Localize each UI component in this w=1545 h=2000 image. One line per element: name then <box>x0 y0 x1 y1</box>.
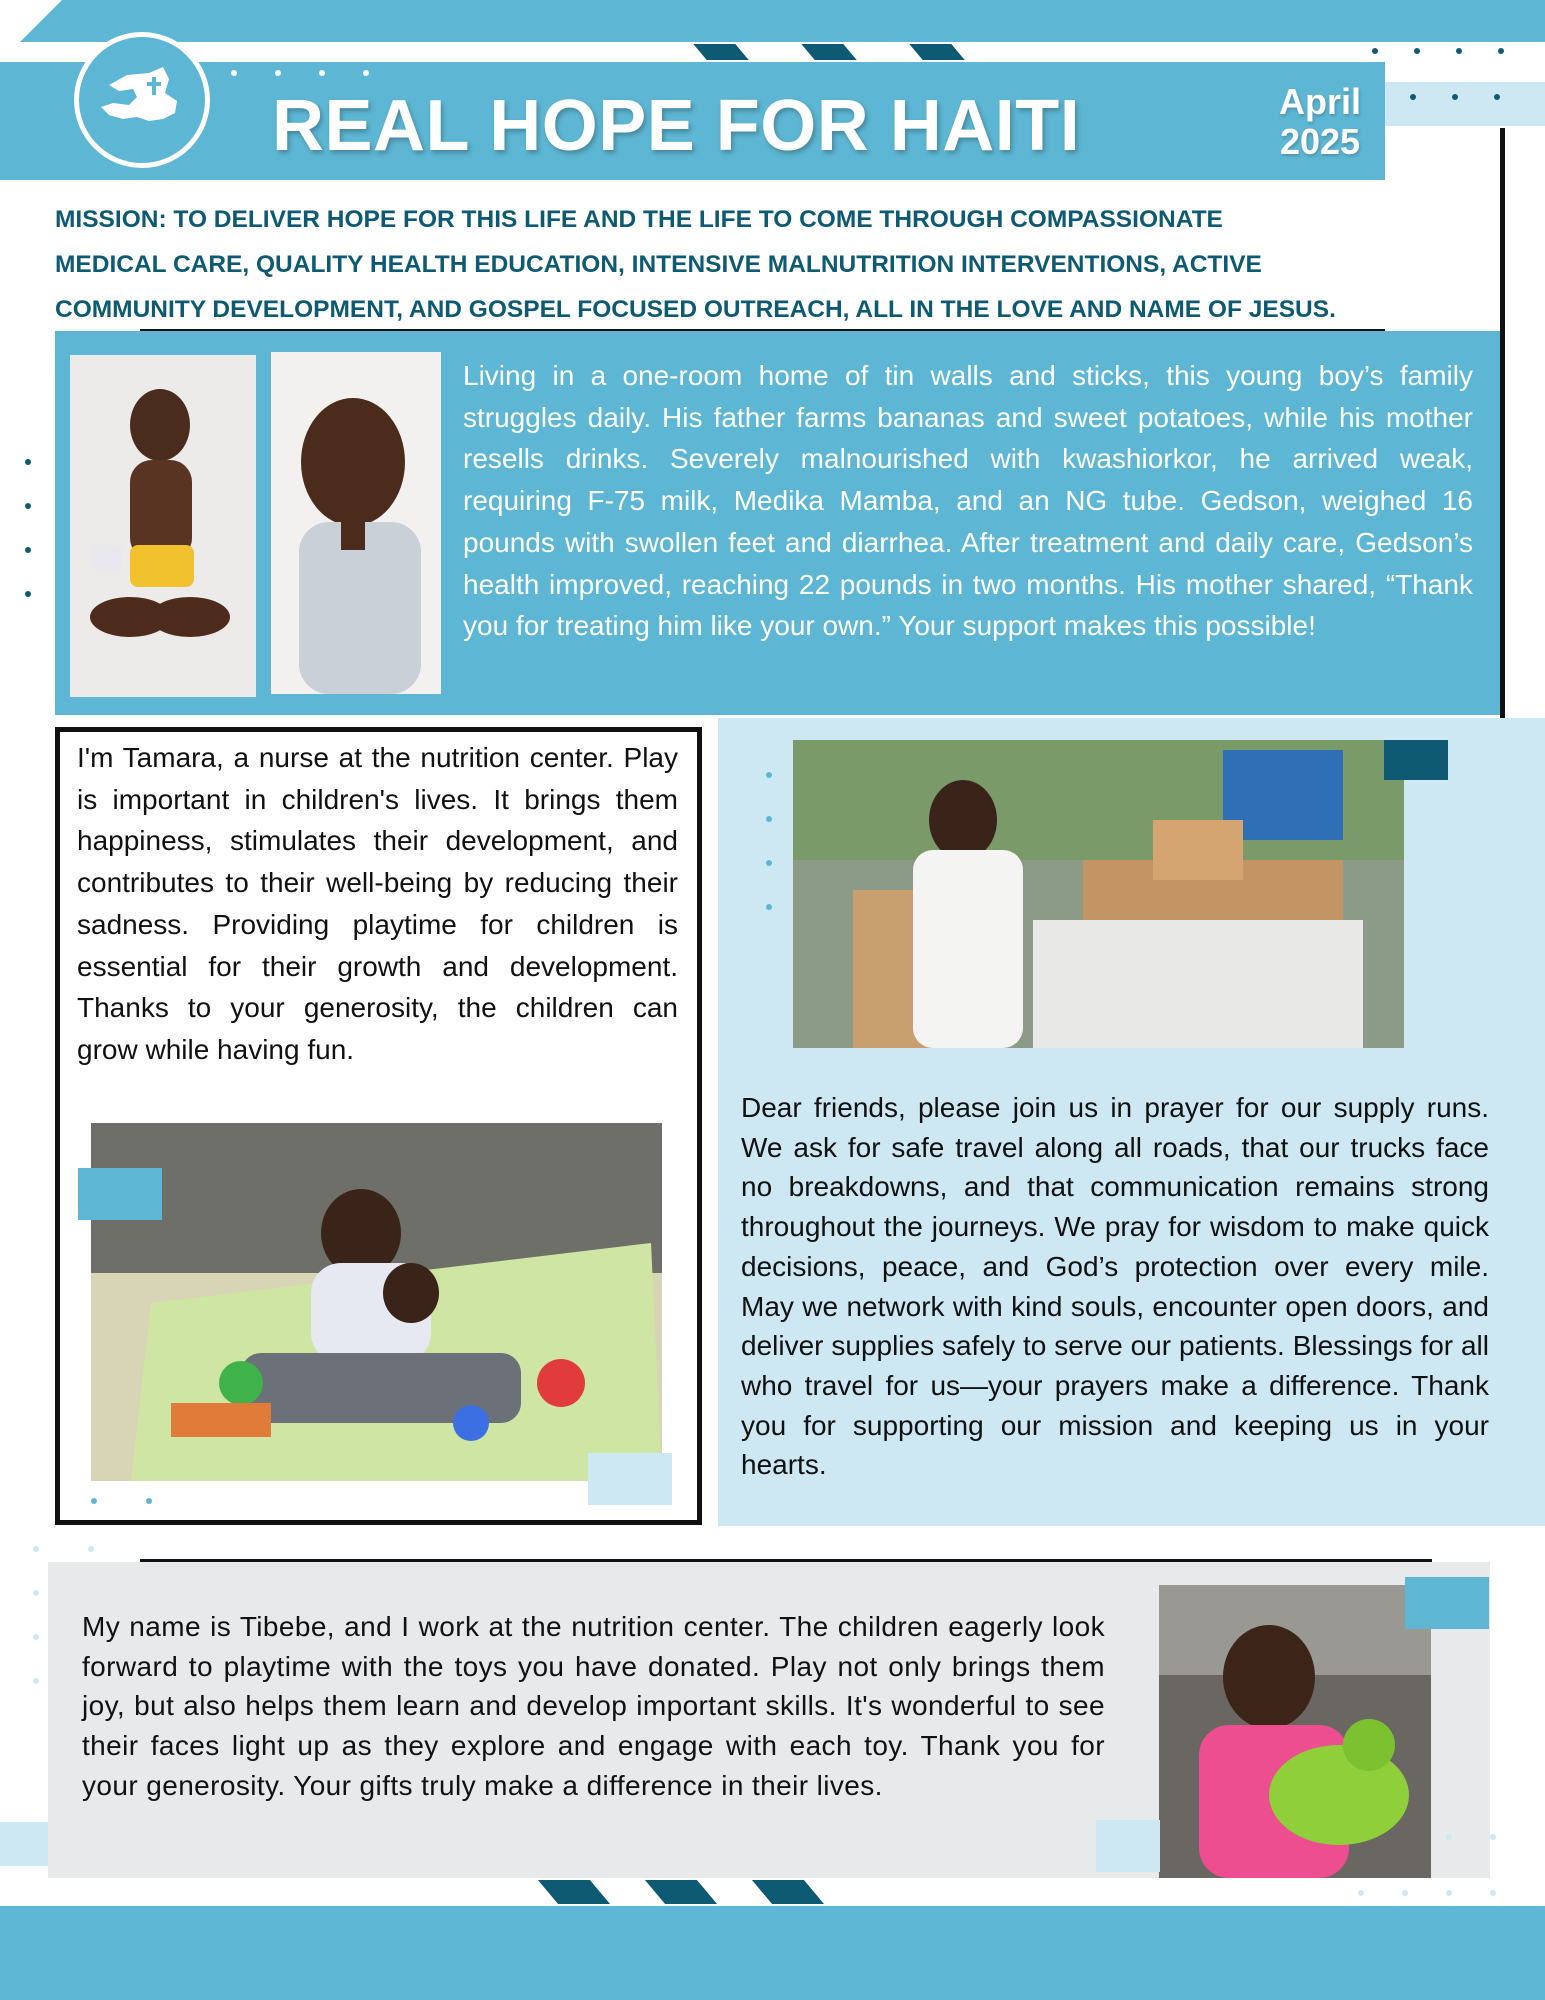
smiling-boy-photo <box>271 352 441 694</box>
dot-decoration <box>275 70 281 76</box>
stripe-decoration <box>693 44 748 60</box>
dot-decoration <box>25 459 31 465</box>
accent-square <box>1096 1820 1160 1872</box>
dot-decoration <box>363 70 369 76</box>
supply-truck-photo <box>793 740 1404 1048</box>
mission-line: MEDICAL CARE, QUALITY HEALTH EDUCATION, INTENSIVE MALNUTRITION INTERVENTIONS, ACTIVE <box>55 251 1262 278</box>
issue-date <box>1270 82 1370 162</box>
issue-month: April <box>1278 81 1361 122</box>
mission-line: MISSION: TO DELIVER HOPE FOR THIS LIFE AND THE LIFE TO COME THROUGH COMPASSIONATE <box>55 206 1223 233</box>
dot-decoration <box>1446 1834 1452 1840</box>
dot-decoration <box>88 1546 94 1552</box>
girl-with-toy-photo <box>1159 1585 1431 1878</box>
dot-decoration <box>1372 48 1378 54</box>
dot-decoration <box>33 1546 39 1552</box>
logo-haiti-map-cross-icon <box>74 32 210 168</box>
dot-decoration <box>33 1590 39 1596</box>
tibebe-testimony-text: My name is Tibebe, and I work at the nutrition center. The children eagerly look forward to playtime with the toys you have donated. Play not only brings them joy, but also helps them learn and develop important skills. It's wonderful to see their faces light up as they explore and engage with each toy. Thank you for your generosity. Your gifts truly make a difference in their lives. <box>82 1611 1105 1801</box>
dot-decoration <box>33 1634 39 1640</box>
dot-decoration <box>1452 94 1458 100</box>
dot-decoration <box>146 1498 152 1504</box>
dot-decoration <box>1494 94 1500 100</box>
accent-square <box>1405 1577 1489 1629</box>
dot-decoration <box>1456 48 1462 54</box>
dot-decoration <box>1446 1890 1452 1896</box>
prayer-request-text: Dear friends, please join us in prayer for our supply runs. We ask for safe travel along all roads, that our trucks face no breakdowns, and that communication remains strong throughout the journeys. We pray for wisdom to make quick decisions, peace, and God’s protection over every mile. May we network with kind souls, encounter open doors, and deliver supplies safely to serve our patients. Blessings for all who travel for us—your prayers make a difference. Thank you for supporting our mission and keeping us in your hearts. <box>741 1092 1489 1481</box>
dot-decoration <box>25 591 31 597</box>
dot-decoration <box>319 70 325 76</box>
accent-square <box>588 1453 672 1505</box>
right-accent-bar <box>1385 82 1545 126</box>
playtime-photo <box>91 1123 662 1481</box>
dot-decoration <box>1410 94 1416 100</box>
accent-square <box>0 1822 48 1866</box>
dot-decoration <box>766 816 772 822</box>
dot-decoration <box>1490 1834 1496 1840</box>
dot-decoration <box>231 70 237 76</box>
dot-decoration <box>1358 1890 1364 1896</box>
mission-line: COMMUNITY DEVELOPMENT, AND GOSPEL FOCUSED OUTREACH, ALL IN THE LOVE AND NAME OF JESUS. <box>55 296 1336 323</box>
malnourished-boy-photo <box>70 355 256 697</box>
dot-decoration <box>25 503 31 509</box>
issue-year: 2025 <box>1279 121 1361 162</box>
dot-decoration <box>766 904 772 910</box>
dot-decoration <box>1402 1890 1408 1896</box>
dot-decoration <box>766 860 772 866</box>
corner-cut <box>0 0 62 62</box>
mission-statement <box>55 197 1495 332</box>
stripe-decoration <box>645 1880 717 1904</box>
stripe-decoration <box>538 1880 610 1904</box>
accent-square <box>78 1168 162 1220</box>
nurse-tamara-text: I'm Tamara, a nurse at the nutrition center. Play is important in children's lives. It brings them happiness, stimulates their development, and contributes to their well-being by reducing their sadness. Providing playtime for children is essential for their growth and development. Thanks to your generosity, the children can grow while having fun. <box>77 742 678 1065</box>
stripe-decoration <box>752 1880 824 1904</box>
dot-decoration <box>33 1678 39 1684</box>
gedson-story-text: Living in a one-room home of tin walls and sticks, this young boy’s family struggles daily. His father farms bananas and sweet potatoes, while his mother resells drinks. Severely malnourished with kwashiorkor, he arrived weak, requiring F-75 milk, Medika Mamba, and an NG tube. Gedson, weighed 16 pounds with swollen feet and diarrhea. After treatment and daily care, Gedson’s health improved, reaching 22 pounds in two months. His mother shared, “Thank you for treating him like your own.” Your support makes this possible! <box>463 360 1473 642</box>
dot-decoration <box>25 547 31 553</box>
stripe-decoration <box>909 44 964 60</box>
top-band <box>0 0 1545 42</box>
dot-decoration <box>1490 1890 1496 1896</box>
dot-decoration <box>766 772 772 778</box>
newsletter-title: REAL HOPE FOR HAITI <box>272 86 1081 166</box>
bottom-band <box>0 1906 1545 2000</box>
dot-decoration <box>1498 48 1504 54</box>
dot-decoration <box>91 1498 97 1504</box>
accent-square <box>1384 740 1448 780</box>
dot-decoration <box>1414 48 1420 54</box>
stripe-decoration <box>801 44 856 60</box>
